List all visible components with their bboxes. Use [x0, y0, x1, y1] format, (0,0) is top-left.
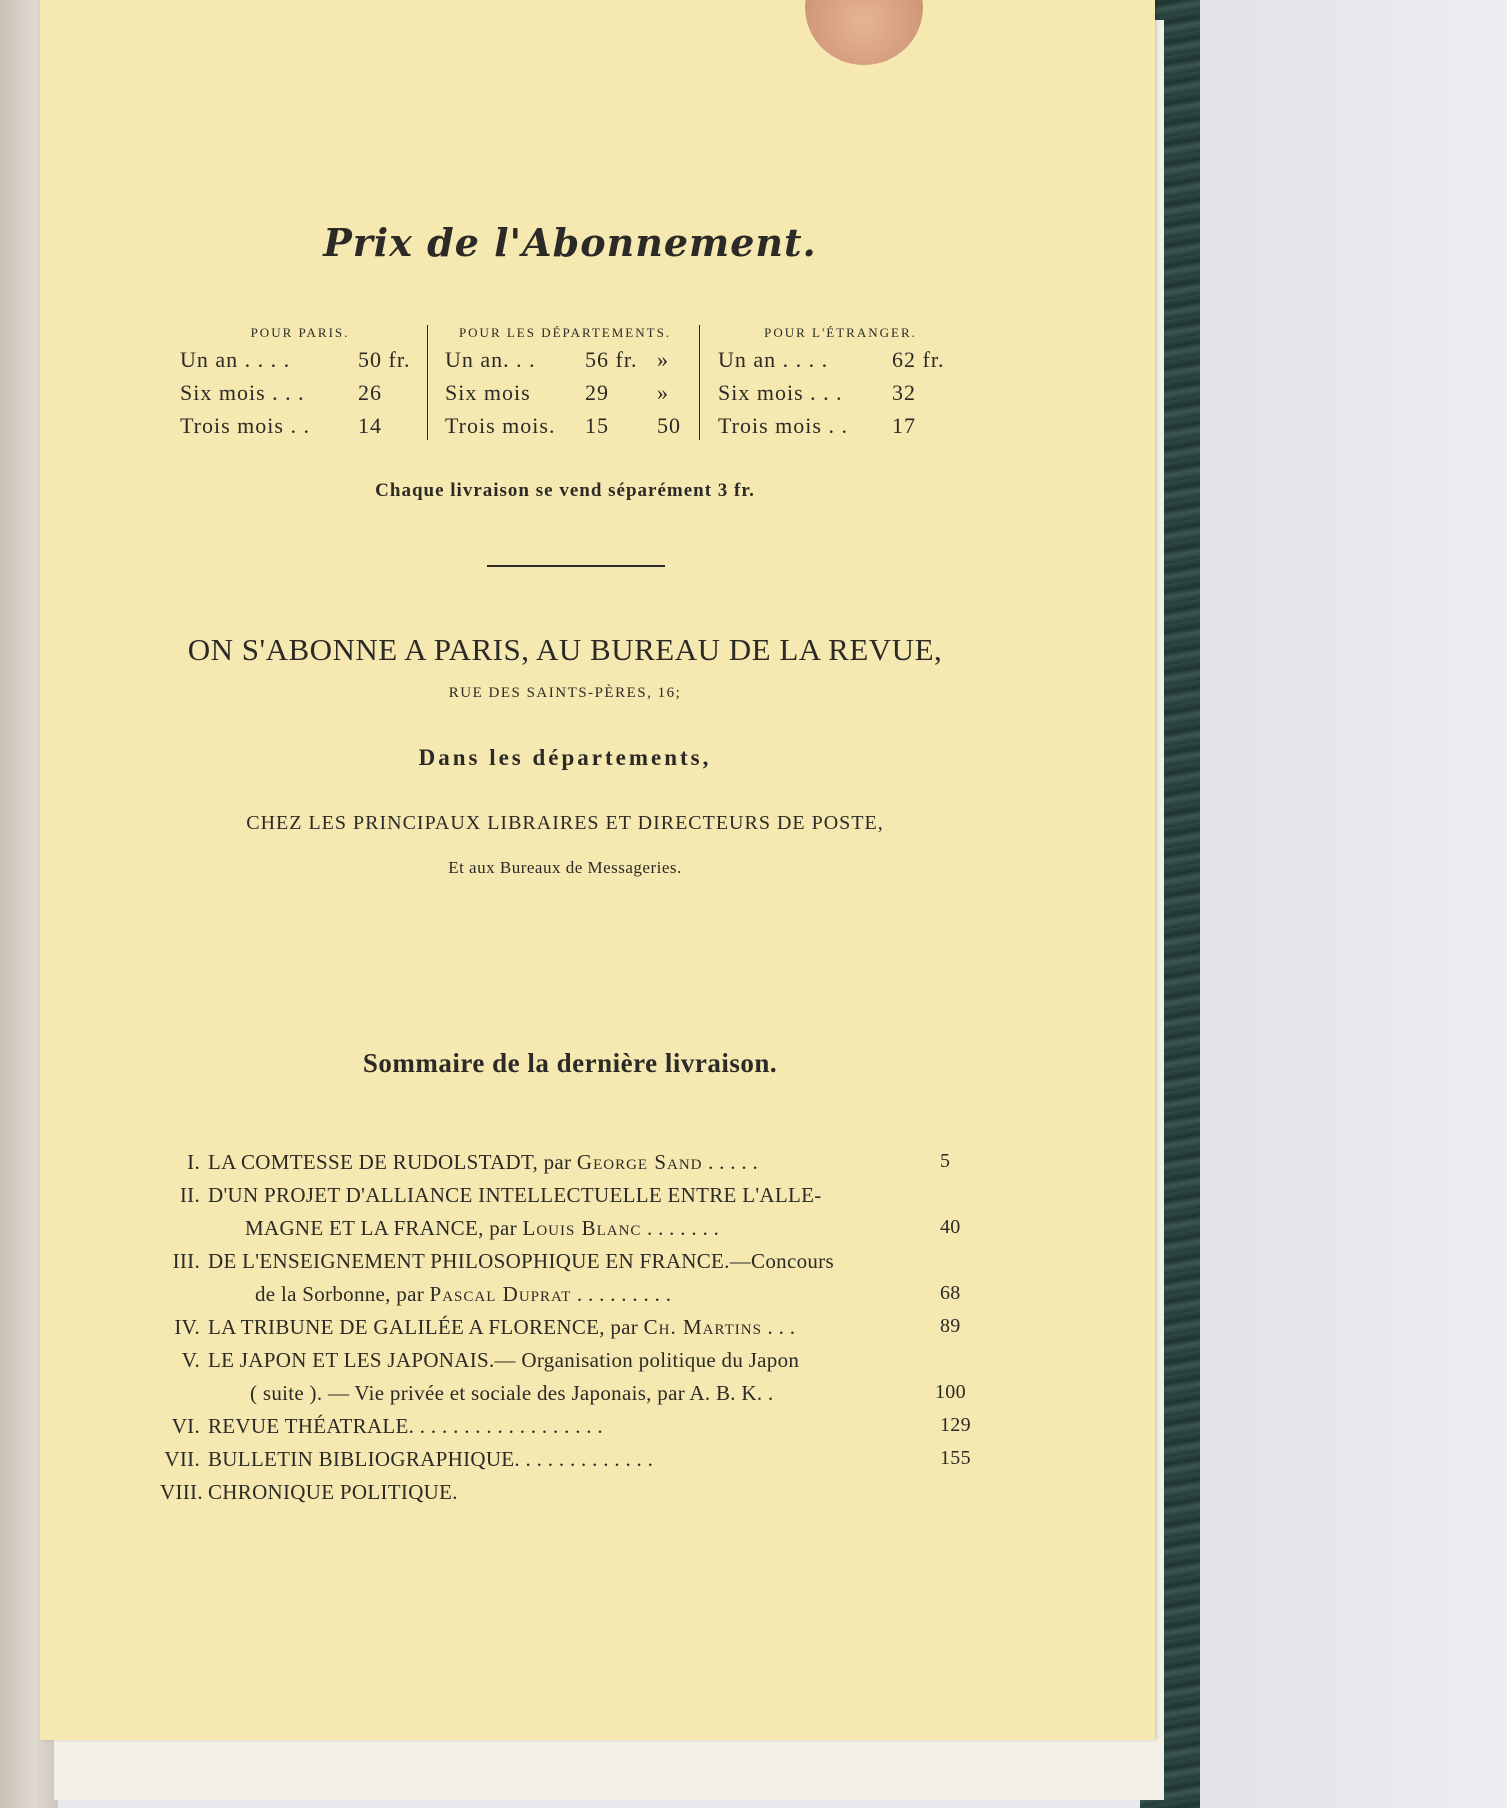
toc-leader: . . . . . . . . . . . . — [525, 1447, 654, 1471]
toc-number: V. — [181, 1348, 200, 1372]
toc-text-group — [208, 1315, 795, 1340]
toc-leader: . . . . . . . . . — [576, 1282, 672, 1306]
toc-title: D'UN PROJET D'ALLIANCE INTELLECTUELLE ENTRE L'ALLE- — [208, 1183, 822, 1207]
toc-text-group — [255, 1282, 671, 1307]
toc-text-group — [208, 1414, 603, 1439]
toc-text-group — [250, 1381, 774, 1406]
price-amount: 14 — [358, 413, 382, 438]
price-label: Trois mois. — [445, 413, 556, 438]
price-column-etranger — [718, 325, 963, 445]
divider-rule — [487, 565, 665, 567]
toc-author: Pascal Duprat — [429, 1282, 572, 1306]
toc-title: LA TRIBUNE DE GALILÉE A FLORENCE, par — [208, 1315, 639, 1339]
toc-title: LA COMTESSE DE RUDOLSTADT, par — [208, 1150, 572, 1174]
price-label: Trois mois . . — [718, 413, 848, 438]
toc-page: 89 — [940, 1315, 961, 1337]
toc-text-group — [208, 1150, 758, 1175]
toc-title: MAGNE ET LA FRANCE, par — [245, 1216, 517, 1240]
toc-leader: . . . — [767, 1315, 796, 1339]
toc-leader: . . . . . — [708, 1150, 759, 1174]
toc-number: I. — [187, 1150, 200, 1174]
price-row — [445, 413, 685, 446]
price-amount: 15 — [585, 413, 609, 438]
price-row — [718, 347, 963, 380]
subscribe-heading: ON S'ABONNE A PARIS, AU BUREAU DE LA REVUE, — [187, 632, 943, 667]
toc-leader: . . . . . . . — [646, 1216, 720, 1240]
price-row — [718, 380, 963, 413]
price-label: Six mois . . . — [718, 380, 843, 405]
price-label: Six mois . . . — [180, 380, 305, 405]
toc-number: IV. — [174, 1315, 200, 1339]
price-column-departements — [445, 325, 685, 445]
price-row — [180, 413, 420, 446]
toc-number: VII. — [164, 1447, 200, 1471]
sommaire-title: Sommaire de la dernière livraison. — [362, 1048, 778, 1078]
toc-title: REVUE THÉATRALE. — [208, 1414, 415, 1438]
price-cents: » — [657, 347, 669, 372]
price-label: Six mois — [445, 380, 531, 405]
toc-title: de la Sorbonne, par — [255, 1282, 424, 1306]
price-row — [445, 347, 685, 380]
price-row — [445, 380, 685, 413]
price-amount: 32 — [892, 380, 916, 405]
toc-text-group — [208, 1447, 653, 1472]
price-amount: 29 — [585, 380, 609, 405]
toc-author: George Sand — [576, 1150, 703, 1174]
toc-number: VI. — [171, 1414, 200, 1438]
toc-page: 100 — [935, 1381, 966, 1403]
price-amount: 50 fr. — [358, 347, 411, 372]
toc-number: II. — [179, 1183, 200, 1207]
toc-text-group — [245, 1216, 719, 1241]
price-amount: 62 fr. — [892, 347, 945, 372]
toc-page: 40 — [940, 1216, 961, 1238]
toc-title: DE L'ENSEIGNEMENT PHILOSOPHIQUE EN FRANCE.—Concours — [208, 1249, 834, 1273]
toc-leader: . . . . . . . . . . . . . . . . . — [419, 1414, 603, 1438]
toc-title: LE JAPON ET LES JAPONAIS.— Organisation politique du Japon — [208, 1348, 800, 1372]
toc-author: Ch. Martins — [643, 1315, 762, 1339]
toc-page: 68 — [940, 1282, 961, 1304]
column-heading: POUR L'ÉTRANGER. — [764, 325, 917, 340]
price-row — [718, 413, 963, 446]
price-label: Un an . . . . — [180, 347, 291, 372]
toc-title: CHRONIQUE POLITIQUE. — [208, 1480, 458, 1504]
messageries-line: Et aux Bureaux de Messageries. — [448, 858, 682, 877]
price-column-paris — [180, 325, 420, 445]
toc-page: 5 — [940, 1150, 951, 1172]
price-title: Prix de l'Abonnement. — [323, 220, 817, 265]
column-heading: POUR PARIS. — [250, 325, 350, 340]
column-divider — [699, 325, 700, 440]
price-label: Trois mois . . — [180, 413, 310, 438]
libraires-line: CHEZ LES PRINCIPAUX LIBRAIRES ET DIRECTEURS DE POSTE, — [246, 812, 884, 834]
price-label: Un an . . . . — [718, 347, 829, 372]
toc-title: BULLETIN BIBLIOGRAPHIQUE. — [208, 1447, 520, 1471]
single-issue-price: Chaque livraison se vend séparément 3 fr. — [375, 480, 755, 501]
price-cents: 50 — [657, 413, 681, 438]
price-row — [180, 347, 420, 380]
price-amount: 17 — [892, 413, 916, 438]
toc-author: Louis Blanc — [522, 1216, 642, 1240]
price-amount: 56 fr. — [585, 347, 638, 372]
departments-heading: Dans les départements, — [418, 745, 712, 770]
column-divider — [427, 325, 428, 440]
office-address: RUE DES SAINTS-PÈRES, 16; — [448, 685, 682, 701]
price-label: Un an. . . — [445, 347, 536, 372]
toc-title: ( suite ). — Vie privée et sociale des Japonais, par A. B. K. — [250, 1381, 763, 1405]
price-row — [180, 380, 420, 413]
toc-leader: . — [767, 1381, 774, 1405]
toc-number: III. — [172, 1249, 200, 1273]
column-heading: POUR LES DÉPARTEMENTS. — [458, 325, 672, 340]
price-cents: » — [657, 380, 669, 405]
toc-number: VIII. — [160, 1480, 203, 1504]
background-surface — [1195, 0, 1507, 1808]
printed-page — [40, 0, 1155, 1740]
toc-page: 155 — [940, 1447, 971, 1469]
toc-page: 129 — [940, 1414, 971, 1436]
price-amount: 26 — [358, 380, 382, 405]
